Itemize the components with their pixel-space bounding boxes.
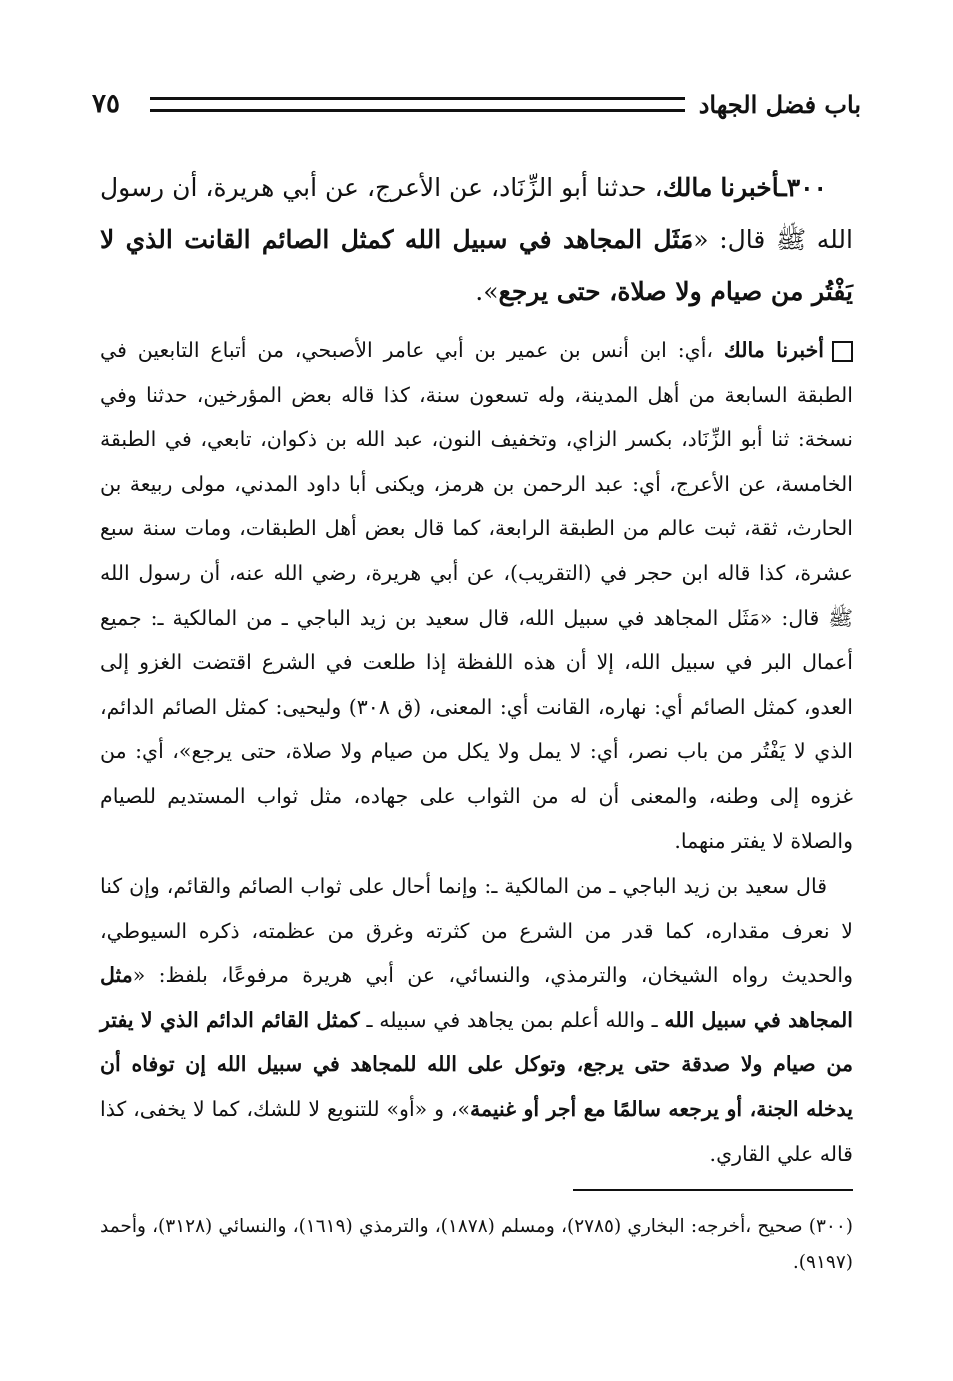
footnote: (٣٠٠) صحيح ،أخرجه: البخاري (٢٧٨٥)، ومسلم (١٨٧٨)، والترمذي (١٦١٩)، والنسائي (٣١٢٨)، وأحمد (٩١٩٧).: [100, 1216, 853, 1273]
hadith-text: [100, 162, 853, 318]
commentary-bold-2: كمثل القائم الدائم الذي لا يفتر من صيام ولا صدقة حتى يرجع، وتوكل على الله للمجاهد في سبيل الله إن توفاه أن يدخله الجنة، أو يرجعه سالمًا مع أجر أو غنيمة: [100, 1007, 853, 1121]
commentary-text-1: ،أي: ابن أنس بن عمير بن أبي عامر الأصبحي، من أتباع التابعين في الطبقة السابعة من أهل المدينة، وله تسعون سنة، كذا قاله بعض المؤرخين، حدثنا وفي نسخة: ثنا أبو الزِّنَاد، بكسر الزاي، وتخفيف النون، عبد الله بن ذكوان، تابعي، في الطبقة الخامسة، عن الأعرج، أي: عبد الرحمن بن هرمز، ويكنى أبا داود المدني، مولى ربيعة بن الحارث، ثقة، ثبت عالم من الطبقة الرابعة، كما قال بعض أهل الطبقات، ومات سنة سبع عشرة، كذا قاله ابن حجر في (التقريب)، عن أبي هريرة، رضي الله عنه، أن رسول الله ﷺ قال: «مَثَل المجاهد في سبيل الله، قال سعيد بن زيد الباجي ـ من المالكية ـ: جميع أعمال البر في سبيل الله، إلا أن هذه اللفظة إذا طلعت في الشرع اقتضت الغزو إلى العدو، كمثل الصائم أي: نهاره، القانت أي: المعنى، (ق ٣٠٨) وليحيى: كمثل الصائم الدائم، الذي لا يَفْتُر من باب نصر، أي: لا يمل ولا يكل من صيام ولا صلاة، حتى يرجع»، أي: من غزوه إلى وطنه، والمعنى أن له من الثواب على جهاده، مثل ثواب المستديم للصيام والصلاة لا يفتر منهما.: [100, 338, 854, 853]
hadith-end: ».: [475, 277, 499, 306]
running-header: [92, 84, 861, 124]
commentary-paragraph-1: [100, 328, 853, 863]
chapter-title: باب فضل الجهاد: [698, 89, 861, 119]
hadith-akhbarana: أخبرنا: [720, 173, 780, 202]
hadith-isnad: ، حدثنا أبو الزِّنَاد، عن الأعرج، عن أبي هريرة، أن رسول الله ﷺ قال: «: [100, 173, 853, 254]
commentary-bold-1: مثل المجاهد في سبيل الله: [100, 963, 853, 1032]
hadith-number: ٣٠٠ـ: [779, 173, 827, 202]
commentary-tail: »، و «أو» للتنويع لا للشك، كما لا يخفى، كذا قاله علي القاري.: [100, 1096, 853, 1166]
header-double-rule: [150, 97, 685, 112]
commentary-paragraph-2: [100, 864, 853, 1176]
commentary-lead: أخبرنا مالك: [723, 338, 824, 362]
commentary-text-2: قال سعيد بن زيد الباجي ـ من المالكية ـ: وإنما أحال على ثواب الصائم والقائم، وإن كنا لا نعرف مقداره، كما قدر من الشرع من كثرته وغرق من عظمته، ذكره السيوطي، والحديث رواه الشيخان، والترمذي، والنسائي، عن أبي هريرة مرفوعًا، بلفظ: «: [100, 874, 853, 988]
hadith-narrator-malik: مالك: [662, 173, 713, 202]
hadith-matn: مَثَل المجاهد في سبيل الله كمثل الصائم القانت الذي لا يَفْتُر من صيام ولا صلاة، حتى يرجع: [100, 225, 853, 306]
square-marker-icon: [832, 341, 853, 362]
commentary-mid: ـ والله أعلم بمن يجاهد في سبيله ـ: [359, 1007, 665, 1032]
page-number: ٧٥: [92, 89, 120, 119]
footnote-separator: [573, 1189, 853, 1191]
